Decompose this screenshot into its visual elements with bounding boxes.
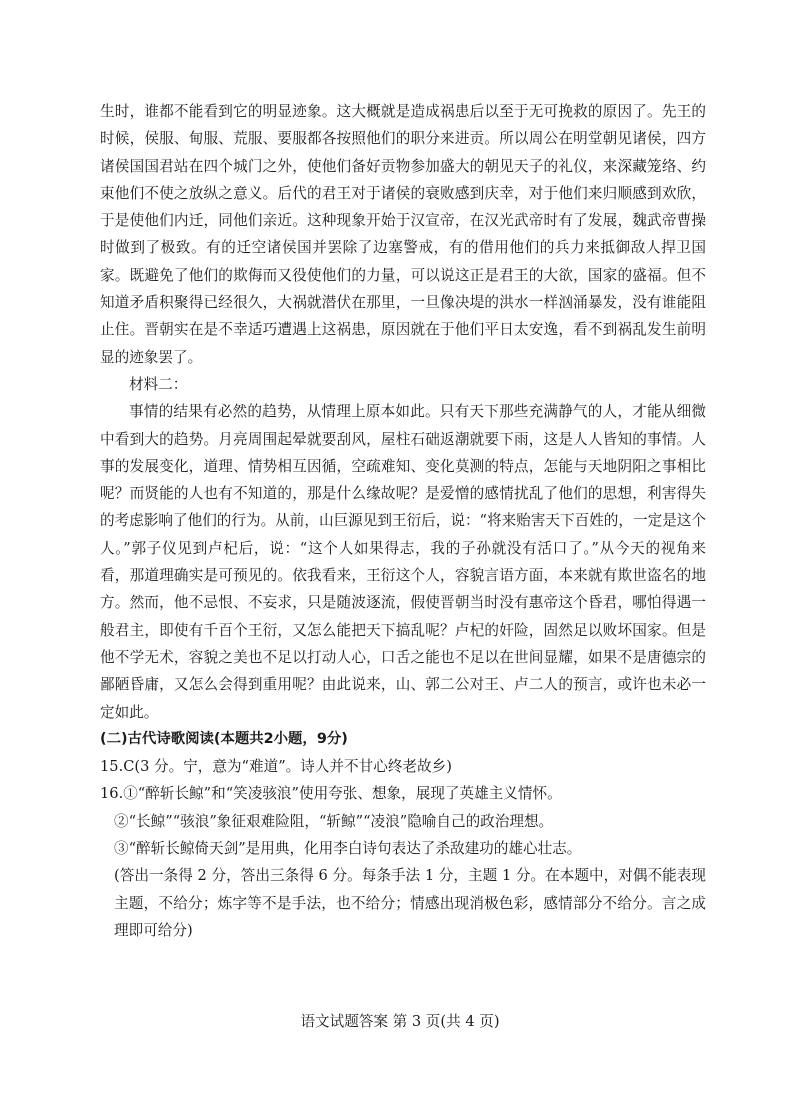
page-footer: 语文试题答案 第 3 页(共 4 页) (300, 1013, 500, 1030)
answer-q16-point1: 16.①“醉斩长鲸”和“笑凌骇浪”使用夸张、想象，展现了英雄主义情怀。 (100, 785, 562, 803)
scoring-note: (答出一条得 2 分，答出三条得 6 分。每条手法 1 分，主题 1 分。在本题中，对偶不能表现主题，不给分；炼字等不是手法，也不给分；情感出现消极色彩，感情部分不给分。言之成理即可给分) (114, 867, 706, 939)
answer-q15: 15.C(3 分。宁，意为“难道”。诗人并不甘心终老故乡) (100, 758, 452, 776)
material2-paragraph: 事情的结果有必然的趋势，从情理上原本如此。只有天下那些充满静气的人，才能从细微中看到大的趋势。月亮周围起晕就要刮风，屋柱石础返潮就要下雨，这是人人皆知的事情。人事的发展变化，道理、情势相互因循，空疏难知、变化莫测的特点，怎能与天地阴阳之事相比呢？而贤能的人也有不知道的，那是什么缘故呢？是爱憎的感情扰乱了他们的思想，利害得失的考虑影响了他们的行为。从前，山巨源见到王衍后，说：“将来贻害天下百姓的，一定是这个人。”郭子仪见到卢杞后，说：“这个人如果得志，我的子孙就没有活口了。”从今天的视角来看，那道理确实是可预见的。依我看来，王衍这个人，容貌言语方面，本来就有欺世盗名的地方。然而，他不忌恨、不妄求，只是随波逐流，假使晋朝当时没有惠帝这个昏君，哪怕得遇一般君主，即使有千百个王衍，又怎么能把天下搞乱呢？卢杞的奸险，固然足以败坏国家。但是他不学无术，容貌之美也不足以打动人心，口舌之能也不足以在世间显耀，如果不是唐德宗的鄙陋昏庸，又怎么会得到重用呢？由此说来，山、郭二公对王、卢二人的预言，或许也未必一定如此。 (100, 403, 706, 721)
section-heading: (二)古代诗歌阅读(本题共2小题，9分) (100, 730, 348, 747)
answer-q16-point3: ③“醉斩长鲸倚天剑”是用典，化用李白诗句表达了杀敌建功的雄心壮志。 (114, 840, 582, 858)
material2-label: 材料二： (129, 375, 188, 393)
answer-q16-point2: ②“长鲸”“骇浪”象征艰难险阻，“斩鲸”“凌浪”隐喻自己的政治理想。 (114, 812, 554, 830)
page-content (100, 98, 706, 944)
material1-paragraph: 生时，谁都不能看到它的明显迹象。这大概就是造成祸患后以至于无可挽救的原因了。先王的时候，侯服、甸服、荒服、要服都各按照他们的职分来进贡。所以周公在明堂朝见诸侯，四方诸侯国国君站在四个城门之外，使他们备好贡物参加盛大的朝见天子的礼仪，来深藏笼络、约束他们不使之放纵之意义。后代的君王对于诸侯的衰败感到庆幸，对于他们来归顺感到欢欣，于是使他们内迁，同他们亲近。这种现象开始于汉宣帝，在汉光武帝时有了发展，魏武帝曹操时做到了极致。有的迁空诸侯国并罢除了边塞警戒，有的借用他们的兵力来抵御敌人捍卫国家。既避免了他们的欺侮而又役使他们的力量，可以说这正是君王的大欲，国家的盛福。但不知道矛盾积聚得已经很久，大祸就潜伏在那里，一旦像决堤的洪水一样汹涌暴发，没有谁能阻止住。晋朝实在是不幸适巧遭遇上这祸患，原因就在于他们平日太安逸，看不到祸乱发生前明显的迹象罢了。 (100, 103, 706, 366)
